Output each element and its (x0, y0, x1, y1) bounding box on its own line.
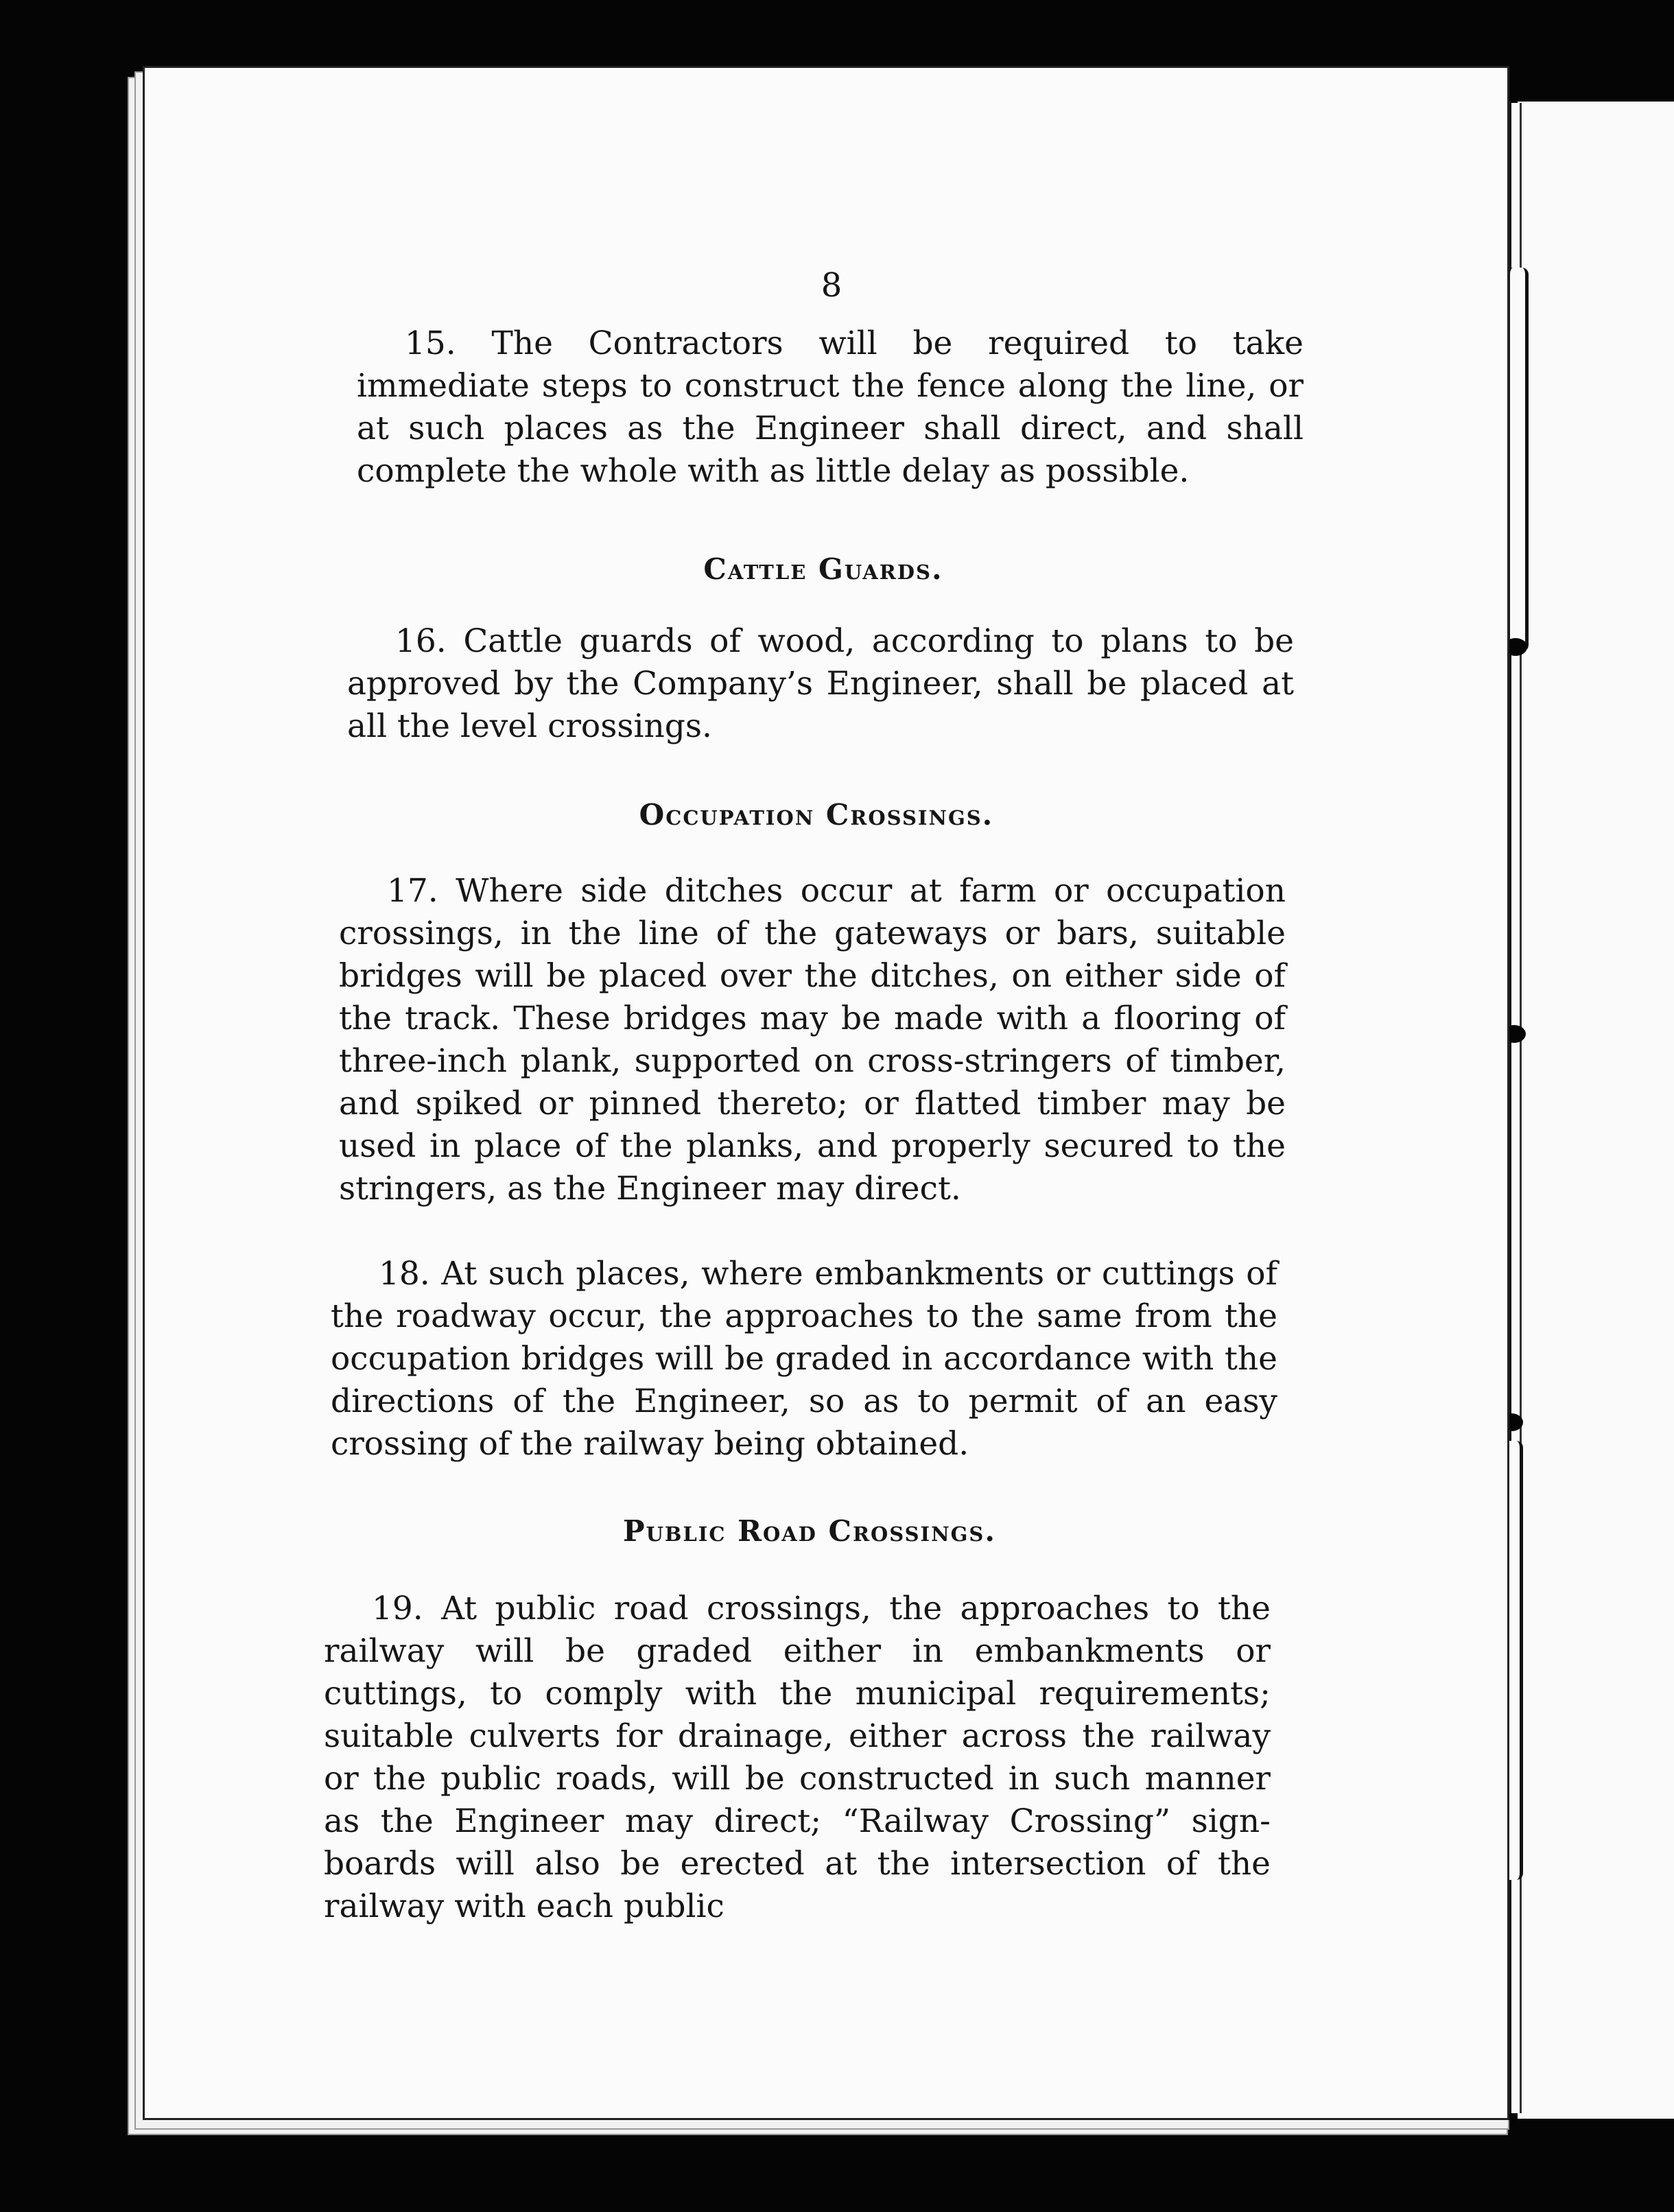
paragraph-18: 18. At such places, where embankments or cuttings of the roadway occur, the approaches to the same from the occupation bridges will be graded in accordance with the directions of the Engineer, so as to permit of an easy crossing of the railway being obtained. (331, 1255, 1277, 1463)
heading-cattle-guards: Cattle Guards. (703, 552, 943, 586)
paragraph-19: 19. At public road crossings, the approaches to the railway will be graded either in embankments or cuttings, to comply with the municipal requirements; suitable culverts for drainage, either across the railway or the public roads, will be constructed in such manner as the Engineer may direct; “Railway Crossing” sign-boards will also be erected at the intersection of the railway with each public (324, 1590, 1271, 1925)
paragraph-15: 15. The Contractors will be required to take immediate steps to construct the fence along the line, or at such places as the Engineer shall direct, and shall complete the whole with as little delay as possible. (357, 325, 1304, 490)
binding-thread (1507, 268, 1529, 652)
adjacent-page (1518, 102, 1674, 2119)
heading-occupation-crossings: Occupation Crossings. (639, 798, 994, 832)
paragraph-17: 17. Where side ditches occur at farm or occupation crossings, in the line of the gateways or bars, suitable bridges will be placed over the ditches, on either side of the track. These bridges may be made with a flooring of three-inch plank, supported on cross-stringers of timber, and spiked or pinned thereto; or flatted timber may be used in place of the planks, and properly secured to the stringers, as the Engineer may direct. (339, 872, 1286, 1208)
heading-public-road-crossings: Public Road Crossings. (623, 1514, 996, 1548)
paragraph-16: 16. Cattle guards of wood, according to plans to be approved by the Company’s Engineer, shall be placed at all the level crossings. (347, 622, 1294, 745)
page-number: 8 (821, 266, 842, 305)
